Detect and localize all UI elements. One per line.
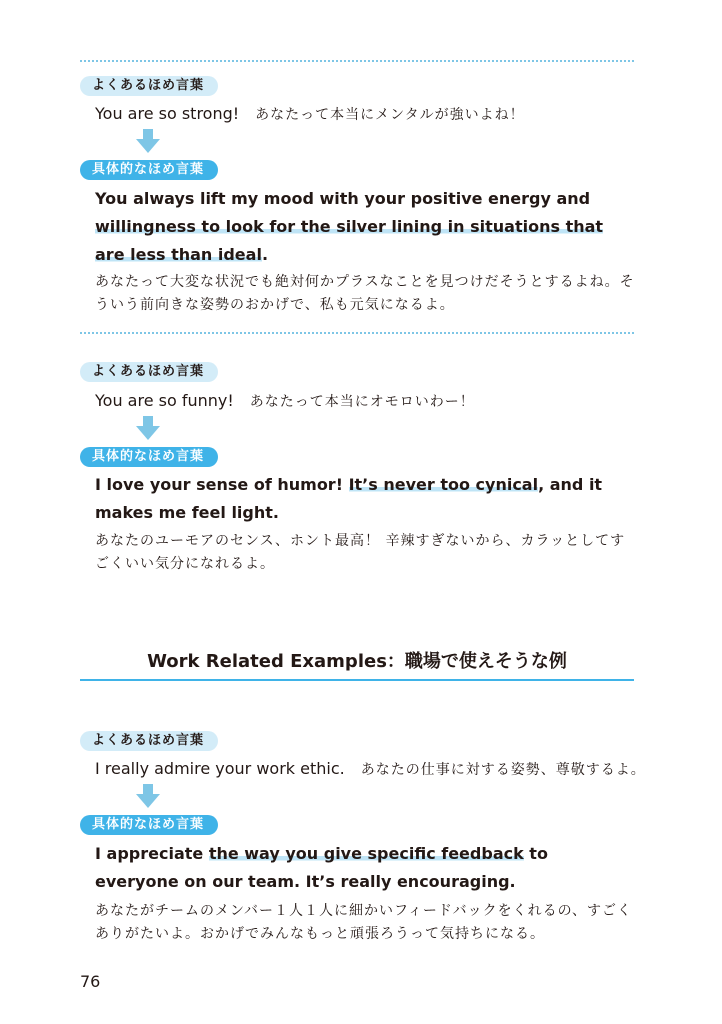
specific-praise-japanese: あなたって大変な状況でも絶対何かプラスなことを見つけだそうとするよね。そういう前向きな姿勢のおかげで、私も元気になるよ。 xyxy=(95,274,635,313)
dotted-divider xyxy=(80,60,634,62)
specific-praise-english xyxy=(95,840,635,896)
common-praise xyxy=(95,759,646,779)
common-praise-japanese: あなたって本当にオモロいわー！ xyxy=(249,394,475,410)
down-arrow-icon xyxy=(136,129,160,153)
specific-praise-japanese: あなたのユーモアのセンス、ホント最高！ 辛辣すぎないから、カラッとしてすごくいい気分になれるよ。 xyxy=(95,533,626,572)
page-number: 76 xyxy=(80,972,101,991)
text-part: , and it makes me feel light. xyxy=(95,475,603,522)
dotted-divider xyxy=(80,332,634,334)
text-part: I love your sense of humor! xyxy=(95,475,349,494)
common-praise-english: I really admire your work ethic. xyxy=(95,759,345,778)
specific-praise-english xyxy=(95,185,635,269)
section-divider xyxy=(80,679,634,681)
highlighted-phrase: It’s never too cynical xyxy=(348,475,539,494)
text-part: You always lift my mood with your positive energy and xyxy=(95,189,591,208)
specific-praise-japanese: あなたがチームのメンバー１人１人に細かいフィードバックをくれるの、すごくありがたいよ。おかげでみんなもっと頑張ろうって気持ちになる。 xyxy=(95,903,633,942)
down-arrow-icon xyxy=(136,784,160,808)
text-part: to everyone on our team. It’s really encouraging. xyxy=(95,844,548,891)
common-praise xyxy=(95,391,475,411)
common-praise-label: よくあるほめ言葉 xyxy=(80,731,218,751)
specific-praise-label: 具体的なほめ言葉 xyxy=(80,815,218,835)
common-praise-japanese: あなたって本当にメンタルが強いよね！ xyxy=(255,107,525,123)
common-praise-english: You are so strong! xyxy=(95,104,240,123)
text-part: . xyxy=(261,245,269,264)
section-title: Work Related Examples：職場で使えそうな例 xyxy=(147,651,567,672)
highlighted-phrase: willingness to look for the silver lining in situations that are less than ideal xyxy=(95,217,604,264)
common-praise-label: よくあるほめ言葉 xyxy=(80,362,218,382)
common-praise-label: よくあるほめ言葉 xyxy=(80,76,218,96)
specific-praise-label: 具体的なほめ言葉 xyxy=(80,447,218,467)
specific-praise-label: 具体的なほめ言葉 xyxy=(80,160,218,180)
text-part: I appreciate xyxy=(95,844,209,863)
specific-praise-english xyxy=(95,471,635,527)
highlighted-phrase: the way you give specific feedback xyxy=(208,844,524,863)
common-praise xyxy=(95,104,525,124)
common-praise-english: You are so funny! xyxy=(95,391,234,410)
common-praise-japanese: あなたの仕事に対する姿勢、尊敬するよ。 xyxy=(360,762,646,778)
down-arrow-icon xyxy=(136,416,160,440)
